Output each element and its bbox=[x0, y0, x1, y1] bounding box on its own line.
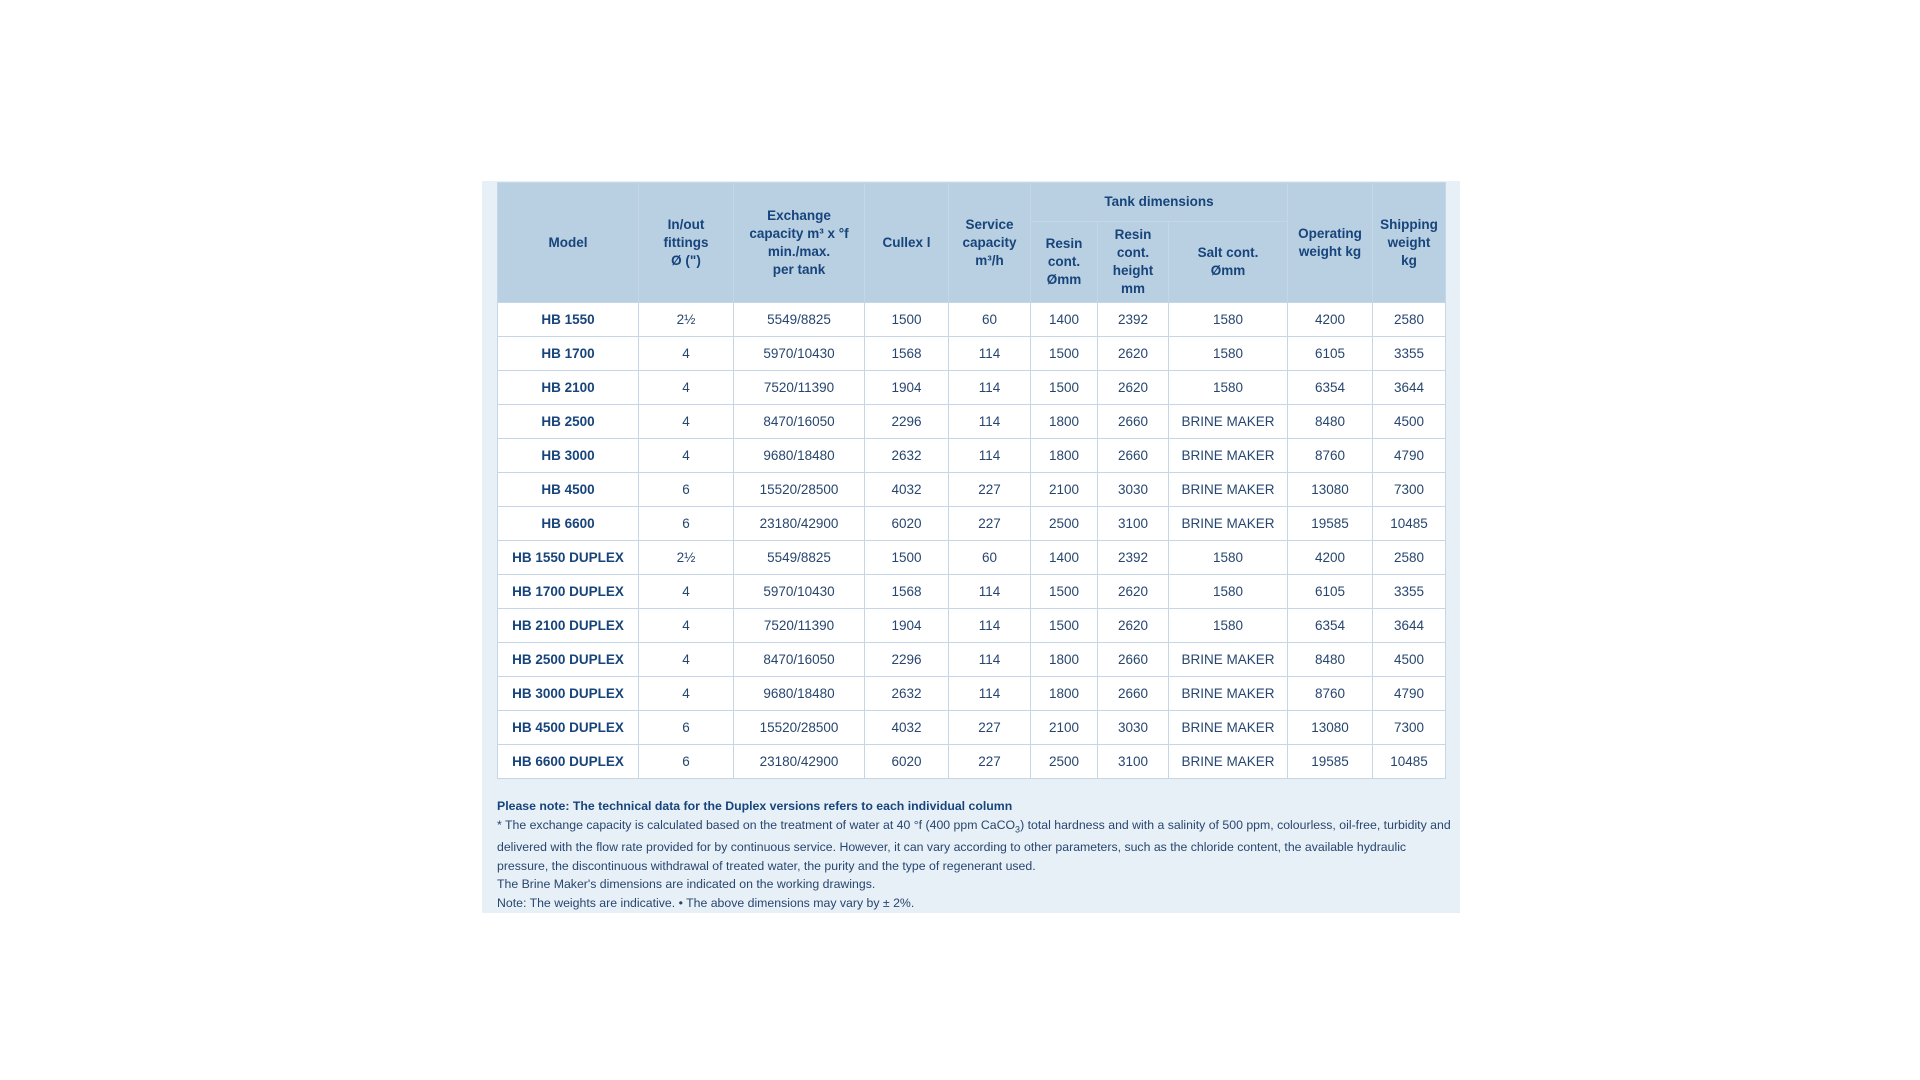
cell-operating-weight: 6105 bbox=[1288, 575, 1373, 609]
cell-resin-cont: 1800 bbox=[1031, 439, 1098, 473]
cell-cullex: 1500 bbox=[865, 303, 949, 337]
cell-operating-weight: 19585 bbox=[1288, 745, 1373, 779]
cell-resin-height: 2392 bbox=[1098, 541, 1169, 575]
cell-operating-weight: 6105 bbox=[1288, 337, 1373, 371]
cell-operating-weight: 13080 bbox=[1288, 473, 1373, 507]
cell-service-capacity: 114 bbox=[949, 439, 1031, 473]
cell-exchange-capacity: 15520/28500 bbox=[734, 711, 865, 745]
table-row bbox=[498, 541, 1446, 575]
cell-fittings: 2½ bbox=[639, 303, 734, 337]
cell-cullex: 2296 bbox=[865, 643, 949, 677]
cell-resin-height: 2620 bbox=[1098, 609, 1169, 643]
cell-cullex: 1568 bbox=[865, 337, 949, 371]
cell-salt-cont: BRINE MAKER bbox=[1169, 473, 1288, 507]
cell-salt-cont: BRINE MAKER bbox=[1169, 439, 1288, 473]
cell-resin-height: 2660 bbox=[1098, 405, 1169, 439]
cell-fittings: 4 bbox=[639, 575, 734, 609]
cell-resin-cont: 1800 bbox=[1031, 405, 1098, 439]
cell-model: HB 6600 DUPLEX bbox=[498, 745, 639, 779]
header-service-capacity: Service capacity m³/h bbox=[949, 183, 1031, 303]
cell-shipping-weight: 2580 bbox=[1373, 541, 1446, 575]
cell-model: HB 2100 bbox=[498, 371, 639, 405]
cell-fittings: 4 bbox=[639, 405, 734, 439]
cell-service-capacity: 227 bbox=[949, 473, 1031, 507]
cell-resin-height: 2620 bbox=[1098, 575, 1169, 609]
cell-model: HB 2500 DUPLEX bbox=[498, 643, 639, 677]
cell-resin-cont: 1500 bbox=[1031, 337, 1098, 371]
cell-model: HB 1550 bbox=[498, 303, 639, 337]
cell-exchange-capacity: 15520/28500 bbox=[734, 473, 865, 507]
duplex-note: Please note: The technical data for the Duplex versions refers to each individual column bbox=[497, 799, 1013, 813]
header-cullex: Cullex l bbox=[865, 183, 949, 303]
cell-service-capacity: 60 bbox=[949, 303, 1031, 337]
cell-model: HB 2100 DUPLEX bbox=[498, 609, 639, 643]
cell-operating-weight: 8480 bbox=[1288, 405, 1373, 439]
header-model: Model bbox=[498, 183, 639, 303]
header-resin-cont: Resin cont. Ømm bbox=[1031, 222, 1098, 303]
table-row bbox=[498, 439, 1446, 473]
cell-exchange-capacity: 23180/42900 bbox=[734, 745, 865, 779]
cell-cullex: 4032 bbox=[865, 473, 949, 507]
header-fittings: In/out fittings Ø (") bbox=[639, 183, 734, 303]
table-row bbox=[498, 745, 1446, 779]
cell-resin-height: 3100 bbox=[1098, 507, 1169, 541]
cell-exchange-capacity: 5549/8825 bbox=[734, 303, 865, 337]
cell-fittings: 4 bbox=[639, 439, 734, 473]
cell-fittings: 4 bbox=[639, 643, 734, 677]
cell-operating-weight: 13080 bbox=[1288, 711, 1373, 745]
table-row bbox=[498, 473, 1446, 507]
cell-model: HB 4500 DUPLEX bbox=[498, 711, 639, 745]
cell-exchange-capacity: 5970/10430 bbox=[734, 575, 865, 609]
table-row bbox=[498, 575, 1446, 609]
cell-shipping-weight: 3355 bbox=[1373, 575, 1446, 609]
cell-exchange-capacity: 23180/42900 bbox=[734, 507, 865, 541]
cell-shipping-weight: 3644 bbox=[1373, 609, 1446, 643]
cell-service-capacity: 114 bbox=[949, 371, 1031, 405]
cell-cullex: 2296 bbox=[865, 405, 949, 439]
cell-service-capacity: 227 bbox=[949, 745, 1031, 779]
cell-operating-weight: 4200 bbox=[1288, 541, 1373, 575]
cell-resin-cont: 1400 bbox=[1031, 303, 1098, 337]
table-row bbox=[498, 711, 1446, 745]
cell-fittings: 6 bbox=[639, 473, 734, 507]
cell-exchange-capacity: 5549/8825 bbox=[734, 541, 865, 575]
cell-exchange-capacity: 8470/16050 bbox=[734, 405, 865, 439]
cell-service-capacity: 227 bbox=[949, 711, 1031, 745]
cell-service-capacity: 114 bbox=[949, 609, 1031, 643]
cell-shipping-weight: 3355 bbox=[1373, 337, 1446, 371]
cell-shipping-weight: 7300 bbox=[1373, 473, 1446, 507]
cell-shipping-weight: 4500 bbox=[1373, 405, 1446, 439]
cell-resin-height: 2660 bbox=[1098, 643, 1169, 677]
cell-salt-cont: 1580 bbox=[1169, 337, 1288, 371]
cell-salt-cont: BRINE MAKER bbox=[1169, 643, 1288, 677]
cell-resin-height: 2660 bbox=[1098, 439, 1169, 473]
cell-salt-cont: BRINE MAKER bbox=[1169, 711, 1288, 745]
cell-model: HB 6600 bbox=[498, 507, 639, 541]
cell-fittings: 2½ bbox=[639, 541, 734, 575]
spec-panel bbox=[482, 181, 1460, 913]
cell-resin-cont: 2100 bbox=[1031, 711, 1098, 745]
cell-cullex: 6020 bbox=[865, 507, 949, 541]
cell-model: HB 3000 bbox=[498, 439, 639, 473]
cell-operating-weight: 19585 bbox=[1288, 507, 1373, 541]
cell-fittings: 4 bbox=[639, 677, 734, 711]
header-salt-cont: Salt cont. Ømm bbox=[1169, 222, 1288, 303]
cell-salt-cont: BRINE MAKER bbox=[1169, 507, 1288, 541]
cell-cullex: 2632 bbox=[865, 439, 949, 473]
spec-table bbox=[497, 182, 1446, 779]
cell-salt-cont: 1580 bbox=[1169, 371, 1288, 405]
cell-salt-cont: BRINE MAKER bbox=[1169, 405, 1288, 439]
cell-cullex: 1500 bbox=[865, 541, 949, 575]
table-row bbox=[498, 405, 1446, 439]
table-body bbox=[498, 303, 1446, 779]
cell-shipping-weight: 4790 bbox=[1373, 439, 1446, 473]
cell-resin-cont: 1500 bbox=[1031, 371, 1098, 405]
cell-resin-height: 2660 bbox=[1098, 677, 1169, 711]
cell-salt-cont: 1580 bbox=[1169, 541, 1288, 575]
cell-service-capacity: 114 bbox=[949, 575, 1031, 609]
cell-shipping-weight: 2580 bbox=[1373, 303, 1446, 337]
cell-resin-height: 2620 bbox=[1098, 337, 1169, 371]
cell-exchange-capacity: 9680/18480 bbox=[734, 677, 865, 711]
weights-note: Note: The weights are indicative. • The above dimensions may vary by ± 2%. bbox=[497, 895, 915, 910]
cell-salt-cont: BRINE MAKER bbox=[1169, 677, 1288, 711]
cell-resin-cont: 2500 bbox=[1031, 745, 1098, 779]
cell-cullex: 4032 bbox=[865, 711, 949, 745]
cell-salt-cont: 1580 bbox=[1169, 575, 1288, 609]
cell-resin-cont: 1500 bbox=[1031, 609, 1098, 643]
table-row bbox=[498, 507, 1446, 541]
header-exchange-capacity: Exchange capacity m³ x °f min./max. per tank bbox=[734, 183, 865, 303]
header-resin-height: Resin cont. height mm bbox=[1098, 222, 1169, 303]
brine-maker-note: The Brine Maker's dimensions are indicated on the working drawings. bbox=[497, 877, 876, 892]
cell-model: HB 2500 bbox=[498, 405, 639, 439]
exchange-capacity-note: * The exchange capacity is calculated based on the treatment of water at 40 °f (400 ppm CaCO$_3$) total hardness and with a salinity of 500 ppm, colourless, oil-free, turbidity and delivered with the flow rate provided for by continuous service. However, it can vary according to other parameters, such as the chloride content, the available hydraulic pressure, the discontinuous withdrawal of treated water, the purity and the type of regenerant used. bbox=[497, 817, 1451, 873]
table-row bbox=[498, 371, 1446, 405]
cell-fittings: 4 bbox=[639, 337, 734, 371]
cell-model: HB 4500 bbox=[498, 473, 639, 507]
cell-operating-weight: 8760 bbox=[1288, 439, 1373, 473]
cell-service-capacity: 227 bbox=[949, 507, 1031, 541]
cell-service-capacity: 114 bbox=[949, 405, 1031, 439]
cell-resin-height: 3100 bbox=[1098, 745, 1169, 779]
header-row-top bbox=[498, 183, 1446, 222]
cell-resin-cont: 1500 bbox=[1031, 575, 1098, 609]
cell-cullex: 6020 bbox=[865, 745, 949, 779]
cell-salt-cont: 1580 bbox=[1169, 303, 1288, 337]
cell-shipping-weight: 10485 bbox=[1373, 507, 1446, 541]
cell-exchange-capacity: 9680/18480 bbox=[734, 439, 865, 473]
cell-resin-height: 2392 bbox=[1098, 303, 1169, 337]
cell-service-capacity: 114 bbox=[949, 337, 1031, 371]
cell-operating-weight: 8760 bbox=[1288, 677, 1373, 711]
cell-resin-height: 3030 bbox=[1098, 473, 1169, 507]
cell-shipping-weight: 3644 bbox=[1373, 371, 1446, 405]
cell-resin-height: 3030 bbox=[1098, 711, 1169, 745]
header-shipping-weight: Shipping weight kg bbox=[1373, 183, 1446, 303]
cell-exchange-capacity: 7520/11390 bbox=[734, 609, 865, 643]
cell-resin-cont: 1800 bbox=[1031, 643, 1098, 677]
cell-model: HB 1550 DUPLEX bbox=[498, 541, 639, 575]
cell-model: HB 1700 bbox=[498, 337, 639, 371]
cell-operating-weight: 8480 bbox=[1288, 643, 1373, 677]
table-row bbox=[498, 337, 1446, 371]
cell-fittings: 6 bbox=[639, 745, 734, 779]
cell-shipping-weight: 10485 bbox=[1373, 745, 1446, 779]
table-row bbox=[498, 303, 1446, 337]
cell-cullex: 1904 bbox=[865, 371, 949, 405]
cell-operating-weight: 6354 bbox=[1288, 609, 1373, 643]
cell-model: HB 3000 DUPLEX bbox=[498, 677, 639, 711]
cell-resin-cont: 2100 bbox=[1031, 473, 1098, 507]
notes-block bbox=[497, 797, 1452, 912]
table-row bbox=[498, 609, 1446, 643]
cell-resin-cont: 2500 bbox=[1031, 507, 1098, 541]
cell-salt-cont: BRINE MAKER bbox=[1169, 745, 1288, 779]
cell-operating-weight: 4200 bbox=[1288, 303, 1373, 337]
cell-fittings: 4 bbox=[639, 371, 734, 405]
cell-exchange-capacity: 7520/11390 bbox=[734, 371, 865, 405]
header-tank-dimensions: Tank dimensions bbox=[1031, 183, 1288, 222]
header-operating-weight: Operating weight kg bbox=[1288, 183, 1373, 303]
table-row bbox=[498, 643, 1446, 677]
table-row bbox=[498, 677, 1446, 711]
cell-fittings: 6 bbox=[639, 507, 734, 541]
cell-cullex: 1568 bbox=[865, 575, 949, 609]
cell-service-capacity: 114 bbox=[949, 643, 1031, 677]
cell-cullex: 1904 bbox=[865, 609, 949, 643]
cell-shipping-weight: 7300 bbox=[1373, 711, 1446, 745]
cell-fittings: 6 bbox=[639, 711, 734, 745]
cell-service-capacity: 114 bbox=[949, 677, 1031, 711]
cell-fittings: 4 bbox=[639, 609, 734, 643]
cell-resin-cont: 1800 bbox=[1031, 677, 1098, 711]
cell-exchange-capacity: 8470/16050 bbox=[734, 643, 865, 677]
cell-cullex: 2632 bbox=[865, 677, 949, 711]
cell-exchange-capacity: 5970/10430 bbox=[734, 337, 865, 371]
cell-resin-cont: 1400 bbox=[1031, 541, 1098, 575]
cell-salt-cont: 1580 bbox=[1169, 609, 1288, 643]
cell-model: HB 1700 DUPLEX bbox=[498, 575, 639, 609]
cell-shipping-weight: 4790 bbox=[1373, 677, 1446, 711]
cell-operating-weight: 6354 bbox=[1288, 371, 1373, 405]
cell-service-capacity: 60 bbox=[949, 541, 1031, 575]
cell-resin-height: 2620 bbox=[1098, 371, 1169, 405]
cell-shipping-weight: 4500 bbox=[1373, 643, 1446, 677]
